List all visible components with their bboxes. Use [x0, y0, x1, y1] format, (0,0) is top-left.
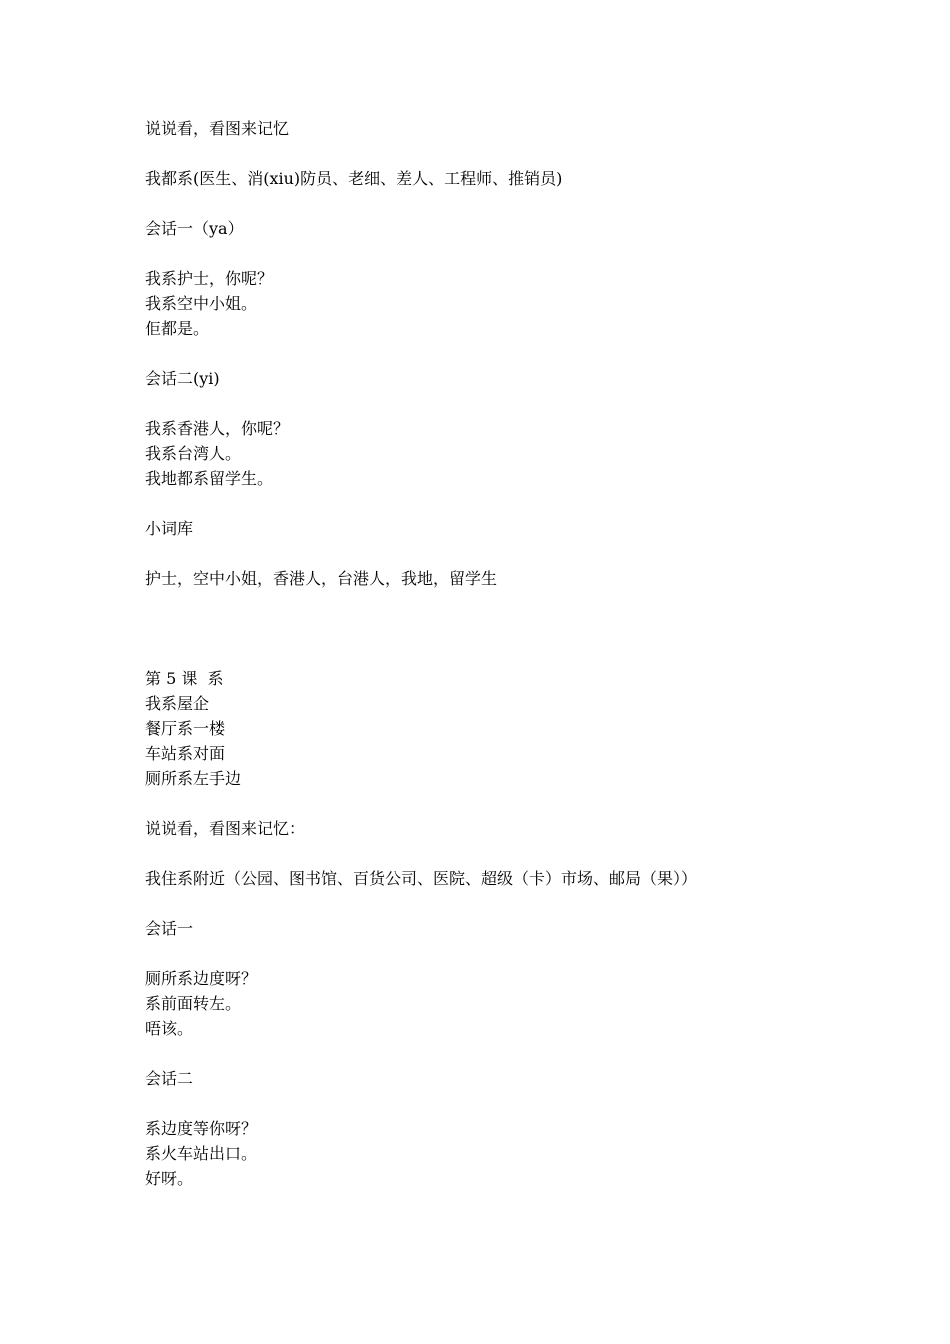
lesson5-title: 第 5 课 系 — [145, 669, 224, 688]
dialog2-title: 会话二 — [145, 1069, 194, 1088]
intro-line: 厕所系左手边 — [145, 769, 242, 788]
dialog-line: 我系护士，你呢？ — [145, 269, 274, 288]
vocab-list: 护士，空中小姐，香港人，台港人，我地，留学生 — [145, 569, 498, 588]
dialog2-title: 会话二(yi) — [145, 369, 220, 388]
intro-line: 车站系对面 — [145, 744, 226, 763]
dialog-line: 我系台湾人。 — [145, 444, 242, 463]
document-page — [145, 116, 885, 1191]
dialog-line: 唔该。 — [145, 1019, 194, 1038]
dialog-line: 厕所系边度呀？ — [145, 969, 258, 988]
say-see-heading: 说说看，看图来记忆 — [145, 119, 290, 138]
dialog-line: 好呀。 — [145, 1169, 194, 1188]
dialog-line: 系前面转左。 — [145, 994, 242, 1013]
dialog-line: 我系空中小姐。 — [145, 294, 258, 313]
places-line: 我住系附近（公园、图书馆、百货公司、医院、超级（卡）市场、邮局（果）） — [145, 869, 698, 888]
dialog-line: 佢都是。 — [145, 319, 210, 338]
dialog1-title: 会话一（ya） — [145, 219, 244, 238]
intro-line: 餐厅系一楼 — [145, 719, 226, 738]
dialog-line: 我系香港人，你呢？ — [145, 419, 290, 438]
occupations-line: 我都系(医生、消(xiu)防员、老细、差人、工程师、推销员) — [145, 169, 563, 188]
dialog-line: 系火车站出口。 — [145, 1144, 258, 1163]
say-see-heading: 说说看，看图来记忆： — [145, 819, 306, 838]
intro-line: 我系屋企 — [145, 694, 210, 713]
dialog-line: 系边度等你呀？ — [145, 1119, 258, 1138]
dialog-line: 我地都系留学生。 — [145, 469, 274, 488]
dialog1-title: 会话一 — [145, 919, 194, 938]
vocab-title: 小词库 — [145, 519, 194, 538]
